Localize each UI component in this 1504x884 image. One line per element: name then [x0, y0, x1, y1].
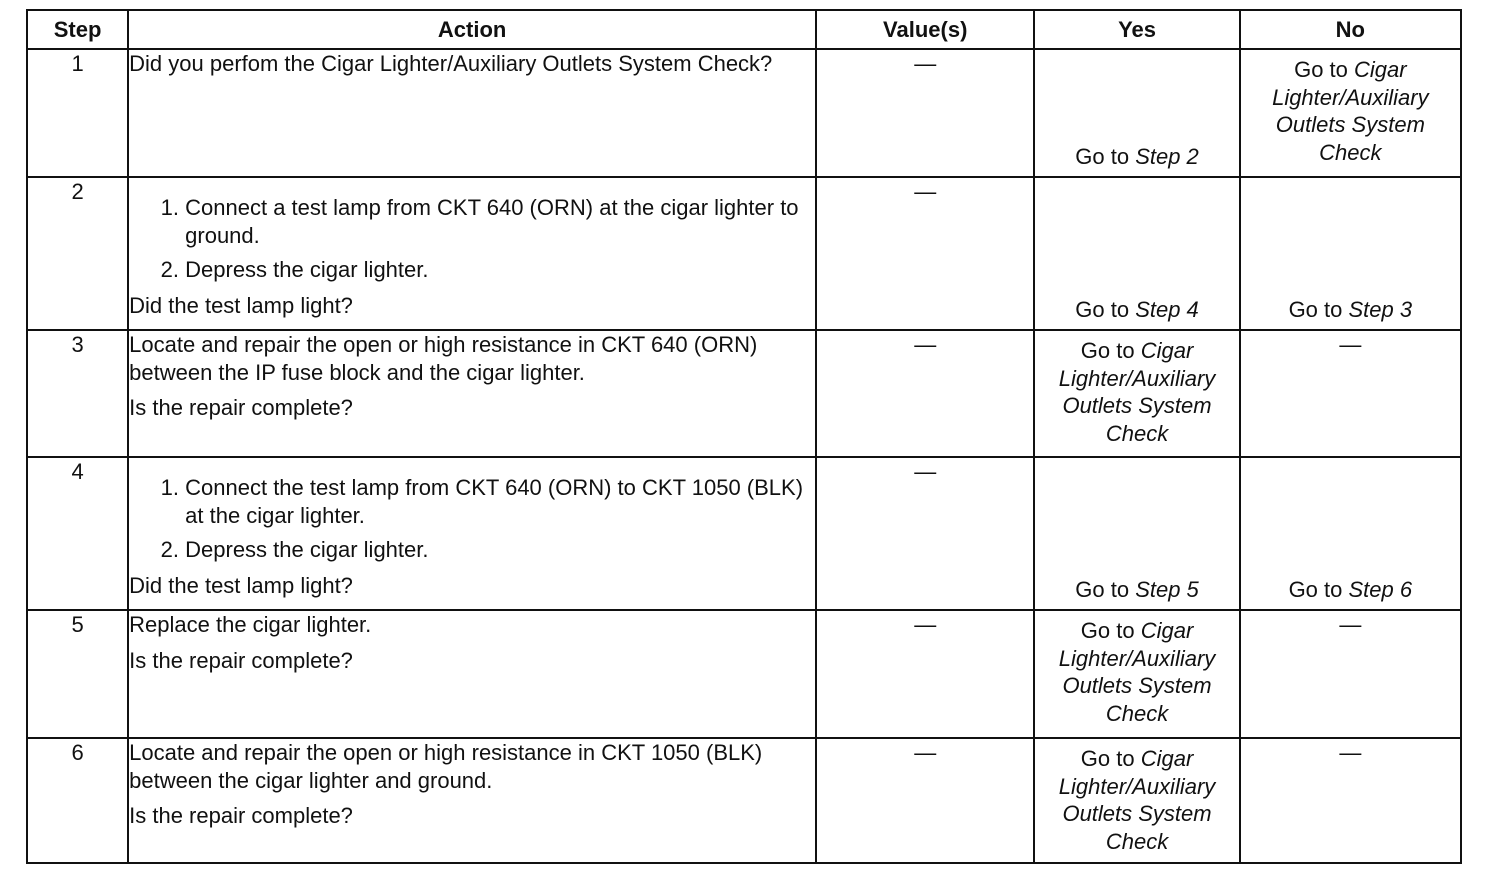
table-row [27, 330, 1461, 457]
table-row [27, 49, 1461, 177]
go-to-target: Cigar Lighter/Auxiliary Outlets System Check [1058, 338, 1216, 446]
no-cell: — [1240, 738, 1461, 863]
action-text: Locate and repair the open or high resistance in CKT 1050 (BLK) between the cigar lighter and ground. [129, 740, 763, 793]
action-step-item: 1. Connect the test lamp from CKT 640 (ORN) to CKT 1050 (BLK) at the cigar lighter. [185, 474, 815, 529]
go-to-target: Cigar Lighter/Auxiliary Outlets System Check [1058, 746, 1216, 854]
go-to-prefix: Go to [1075, 296, 1136, 322]
value-cell: — [816, 738, 1034, 863]
go-to-target: Step 6 [1348, 576, 1413, 602]
diagnostic-table [26, 9, 1462, 864]
go-to-prefix: Go to [1080, 746, 1141, 771]
step-number: 5 [27, 610, 128, 738]
step-number: 1 [27, 49, 128, 177]
action-steps [129, 194, 815, 284]
go-to-prefix: Go to [1075, 576, 1136, 602]
header-step: Step [27, 10, 128, 49]
table-row [27, 457, 1461, 610]
header-yes: Yes [1034, 10, 1239, 49]
step-number: 2 [27, 177, 128, 330]
yes-cell [1034, 738, 1239, 863]
value-cell: — [816, 330, 1034, 457]
yes-cell [1034, 177, 1239, 330]
action-text: Locate and repair the open or high resistance in CKT 640 (ORN) between the IP fuse block and the cigar lighter. [129, 332, 758, 385]
go-to-prefix: Go to [1288, 296, 1349, 322]
action-question: Is the repair complete? [129, 803, 353, 828]
yes-cell [1034, 330, 1239, 457]
go-to-prefix: Go to [1080, 618, 1141, 643]
header-value: Value(s) [816, 10, 1034, 49]
action-question: Is the repair complete? [129, 647, 353, 673]
value-cell: — [816, 610, 1034, 738]
action-cell [128, 49, 816, 177]
action-question: Is the repair complete? [129, 395, 353, 420]
table-row [27, 610, 1461, 738]
header-row [27, 10, 1461, 49]
action-steps [129, 474, 815, 564]
step-number: 6 [27, 738, 128, 863]
yes-cell [1034, 610, 1239, 738]
step-number: 4 [27, 457, 128, 610]
action-question: Did the test lamp light? [129, 292, 353, 318]
value-cell: — [816, 49, 1034, 177]
no-cell: — [1240, 330, 1461, 457]
action-step-item: 1. Connect a test lamp from CKT 640 (ORN) at the cigar lighter to ground. [185, 194, 815, 249]
go-to-target: Step 2 [1135, 143, 1199, 169]
value-cell: — [816, 177, 1034, 330]
header-action: Action [128, 10, 816, 49]
no-cell: — [1240, 610, 1461, 738]
no-cell [1240, 457, 1461, 610]
action-question: Did the test lamp light? [129, 572, 353, 598]
go-to-target: Step 4 [1135, 296, 1199, 322]
go-to-target: Step 3 [1348, 296, 1413, 322]
go-to-target: Step 5 [1135, 576, 1199, 602]
header-no: No [1240, 10, 1461, 49]
no-cell [1240, 177, 1461, 330]
go-to-target: Cigar Lighter/Auxiliary Outlets System Check [1272, 57, 1429, 165]
no-cell [1240, 49, 1461, 177]
go-to-prefix: Go to [1288, 576, 1349, 602]
go-to-target: Cigar Lighter/Auxiliary Outlets System Check [1058, 618, 1216, 726]
action-cell [128, 177, 816, 330]
action-cell [128, 738, 816, 863]
action-cell [128, 457, 816, 610]
go-to-prefix: Go to [1294, 57, 1354, 82]
table-row [27, 177, 1461, 330]
go-to-prefix: Go to [1080, 338, 1141, 363]
action-text: Did you perfom the Cigar Lighter/Auxiliary Outlets System Check? [129, 51, 773, 76]
value-cell: — [816, 457, 1034, 610]
step-number: 3 [27, 330, 128, 457]
yes-cell [1034, 457, 1239, 610]
action-cell [128, 610, 816, 738]
yes-cell [1034, 49, 1239, 177]
action-text: Replace the cigar lighter. [129, 612, 372, 637]
action-cell [128, 330, 816, 457]
table-row [27, 738, 1461, 863]
action-step-item: 2. Depress the cigar lighter. [185, 536, 815, 564]
go-to-prefix: Go to [1075, 143, 1136, 169]
action-step-item: 2. Depress the cigar lighter. [185, 256, 815, 284]
